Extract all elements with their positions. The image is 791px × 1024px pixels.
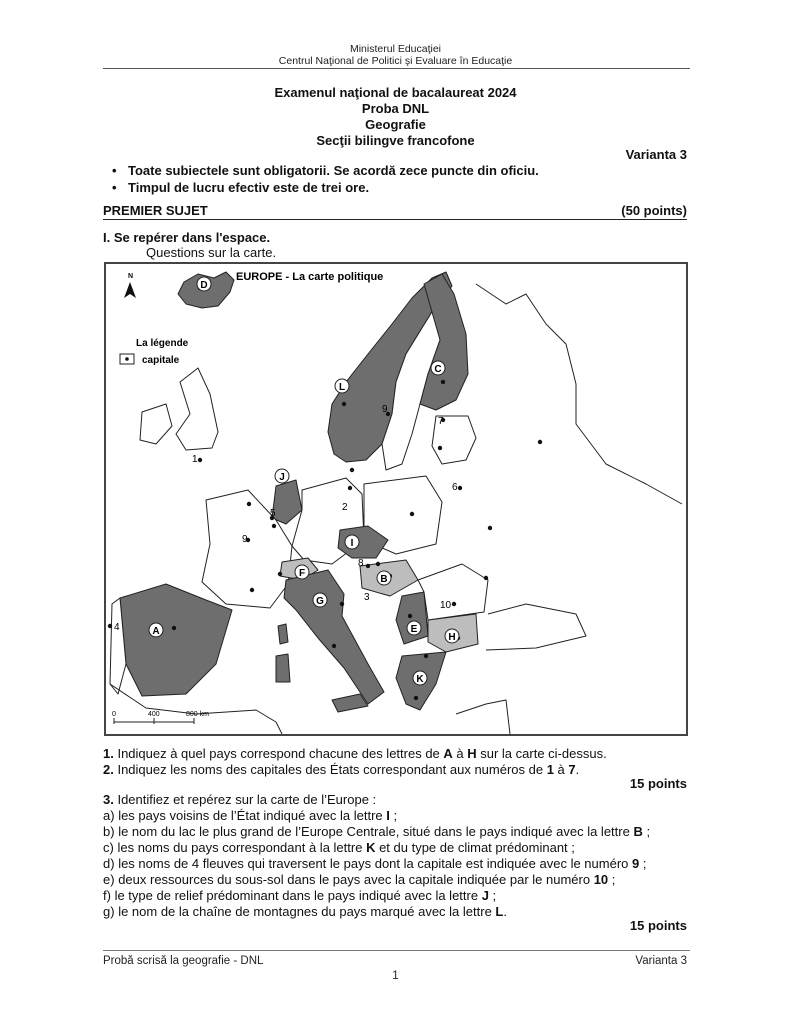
svg-text:F: F [298, 568, 306, 579]
ministry-name: Ministerul Educaţiei [349, 43, 442, 55]
part-subheading: Questions sur la carte. [146, 245, 277, 260]
center-name: Centrul Naţional de Politici şi Evaluare în Educaţie [278, 55, 513, 67]
svg-text:E: E [410, 624, 418, 635]
svg-text:A: A [152, 626, 160, 637]
exam-proba: Proba DNL [361, 101, 430, 116]
svg-text:6: 6 [452, 482, 458, 493]
svg-text:B: B [380, 574, 388, 585]
svg-text:9: 9 [242, 534, 248, 545]
country-romania [418, 564, 488, 620]
variant-label: Varianta 3 [625, 147, 687, 162]
bullet-icon: • [112, 180, 117, 195]
points-1: 15 points [629, 776, 687, 791]
svg-text:8: 8 [358, 558, 364, 569]
svg-text:10: 10 [440, 600, 452, 611]
svg-text:J: J [279, 472, 285, 483]
question-3c: c) les noms du pays correspondant à la lettre K et du type de climat prédominant ; [103, 840, 575, 855]
europe-political-map [104, 262, 688, 736]
svg-text:7: 7 [438, 416, 444, 427]
question-3g: g) le nom de la chaîne de montagnes du pays marqué avec la lettre L. [103, 904, 507, 919]
country-uk [176, 368, 218, 450]
question-3a: a) les pays voisins de l’État indiqué avec la lettre I ; [103, 808, 398, 823]
footer-divider [103, 950, 690, 951]
question-3e: e) deux ressources du sous-sol dans le pays avec la capitale indiquée par le numéro 10 ; [103, 872, 616, 887]
section-points: (50 points) [621, 203, 687, 218]
exam-section: Secţii bilingve francofone [316, 133, 475, 148]
country-netherlands [272, 480, 302, 524]
svg-text:4: 4 [114, 622, 120, 633]
page-number: 1 [392, 970, 399, 982]
question-3f: f) le type de relief prédominant dans le pays indiqué avec la lettre J ; [103, 888, 497, 903]
svg-text:L: L [338, 382, 346, 393]
legend-title: La légende [136, 338, 189, 349]
country-serbia [396, 592, 428, 644]
legend-capital-icon [125, 357, 129, 361]
section-title: PREMIER SUJET [103, 203, 208, 218]
turkey-coast [456, 700, 510, 734]
scale-bar [114, 718, 194, 724]
north-arrow-icon [124, 282, 136, 298]
exam-title: Examenul naţional de bacalaureat 2024 [274, 85, 517, 100]
scale-400: 400 [148, 711, 160, 718]
country-spain [120, 584, 232, 696]
part-heading: I. Se repérer dans l'espace. [103, 230, 271, 245]
svg-text:H: H [448, 632, 456, 643]
africa-coast [110, 684, 282, 734]
north-label: N [128, 273, 134, 280]
header-divider [103, 68, 690, 69]
svg-text:5: 5 [270, 508, 276, 519]
svg-text:I: I [350, 538, 354, 549]
scale-0: 0 [112, 711, 116, 718]
section-header [103, 203, 687, 220]
points-2: 15 points [629, 918, 687, 933]
footer-right: Varianta 3 [635, 955, 687, 967]
question-3: 3. Identifiez et repérez sur la carte de l’Europe : [103, 792, 377, 807]
instruction-1: • Toate subiectele sunt obligatorii. Se acordă zece puncte din oficiu. [112, 163, 539, 178]
corsica [276, 654, 290, 682]
scale-800: 800 km [186, 711, 209, 718]
country-ireland [140, 404, 172, 444]
svg-text:1: 1 [192, 454, 198, 465]
sardinia [278, 624, 288, 644]
svg-text:G: G [316, 596, 324, 607]
footer-left: Probă scrisă la geografie - DNL [103, 955, 264, 967]
instruction-2: • Timpul de lucru efectiv este de trei ore. [112, 180, 370, 195]
question-3d: d) les noms de 4 fleuves qui traversent le pays dont la capitale est indiquée avec le numéro 9 ; [103, 856, 647, 871]
svg-text:C: C [434, 364, 442, 375]
svg-text:3: 3 [364, 592, 370, 603]
question-3b: b) le nom du lac le plus grand de l’Europe Centrale, situé dans le pays indiqué avec la lettre B ; [103, 824, 651, 839]
bullet-icon: • [112, 163, 117, 178]
map-svg [106, 264, 686, 734]
svg-text:2: 2 [342, 502, 348, 513]
question-1: 1. Indiquez à quel pays correspond chacune des lettres de A à H sur la carte ci-dessus. [103, 746, 607, 761]
map-title: EUROPE - La carte politique [236, 271, 384, 283]
svg-text:9: 9 [382, 404, 388, 415]
black-sea-coast [486, 604, 586, 650]
svg-text:D: D [200, 280, 208, 291]
exam-subject: Geografie [365, 117, 426, 132]
legend-item: capitale [142, 355, 180, 366]
coast-russia [476, 284, 682, 504]
question-2: 2. Indiquez les noms des capitales des États correspondant aux numéros de 1 à 7. [103, 762, 580, 777]
svg-text:K: K [416, 674, 424, 685]
